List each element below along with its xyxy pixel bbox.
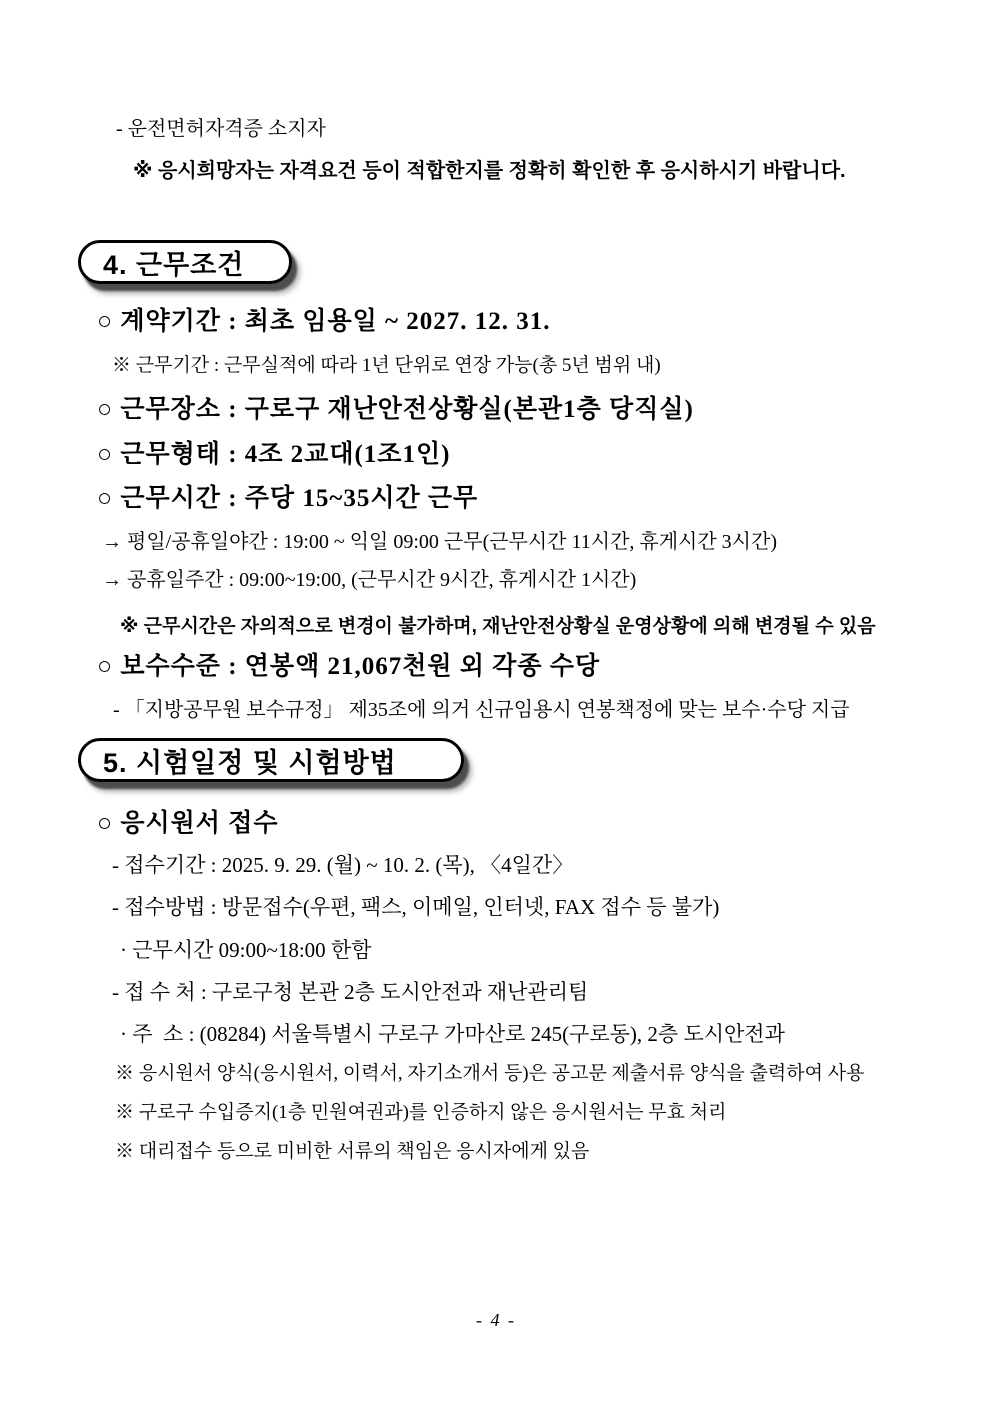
form-note-line: ※ 응시원서 양식(응시원서, 이력서, 자기소개서 등)은 공고문 제출서류 양식을 출력하여 사용 — [115, 1063, 865, 1084]
hours-change-note-line: ※ 근무시간은 자의적으로 변경이 불가하며, 재난안전상황실 운영상황에 의해 변경될 수 있음 — [120, 616, 876, 637]
work-shift-line: ○ 근무형태 : 4조 2교대(1조1인) — [97, 441, 451, 468]
driver-license-requirement-line: - 운전면허자격증 소지자 — [116, 118, 326, 140]
salary-level-line: ○ 보수수준 : 연봉액 21,067천원 외 각종 수당 — [97, 653, 601, 680]
application-period-line: - 접수기간 : 2025. 9. 29. (월) ~ 10. 2. (목), 〈4일간〉 — [112, 853, 574, 877]
section-title-exam-schedule: 5. 시험일정 및 시험방법 — [103, 747, 397, 778]
work-hours-line: ○ 근무시간 : 주당 15~35시간 근무 — [97, 485, 479, 512]
section-header-work-conditions — [78, 240, 292, 284]
salary-note-line: - 「지방공무원 보수규정」 제35조에 의거 신규임용시 연봉책정에 맞는 보수·수당 지급 — [113, 699, 850, 721]
work-period-note-line: ※ 근무기간 : 근무실적에 따라 1년 단위로 연장 가능(총 5년 범위 내) — [112, 355, 661, 376]
night-shift-detail-line: → 평일/공휴일야간 : 19:00 ~ 익일 09:00 근무(근무시간 11시간, 휴게시간 3시간) — [102, 531, 777, 553]
reception-address-line: · 주 소 : (08284) 서울특별시 구로구 가마산로 245(구로동), 2층 도시안전과 — [120, 1022, 785, 1046]
work-place-line: ○ 근무장소 : 구로구 재난안전상황실(본관1층 당직실) — [97, 396, 694, 423]
reception-office-line: - 접 수 처 : 구로구청 본관 2층 도시안전과 재난관리팀 — [112, 980, 589, 1004]
applicant-check-notice-line: ※ 응시희망자는 자격요건 등이 적합한지를 정확히 확인한 후 응시하시기 바랍니다. — [133, 160, 846, 182]
section-title-work-conditions: 4. 근무조건 — [103, 249, 245, 280]
contract-period-line: ○ 계약기간 : 최초 임용일 ~ 2027. 12. 31. — [97, 308, 551, 335]
application-method-line: - 접수방법 : 방문접수(우편, 팩스, 이메일, 인터넷, FAX 접수 등 불가) — [112, 895, 720, 919]
stamp-note-line: ※ 구로구 수입증지(1층 민원여권과)를 인증하지 않은 응시원서는 무효 처리 — [115, 1102, 727, 1123]
proxy-note-line: ※ 대리접수 등으로 미비한 서류의 책임은 응시자에게 있음 — [115, 1141, 590, 1162]
application-heading-line: ○ 응시원서 접수 — [97, 810, 279, 837]
reception-hours-line: · 근무시간 09:00~18:00 한함 — [120, 938, 372, 962]
section-header-exam-schedule — [78, 738, 464, 782]
page-number: - 4 - — [476, 1310, 516, 1330]
holiday-day-detail-line: → 공휴일주간 : 09:00~19:00, (근무시간 9시간, 휴게시간 1시간) — [102, 569, 637, 591]
